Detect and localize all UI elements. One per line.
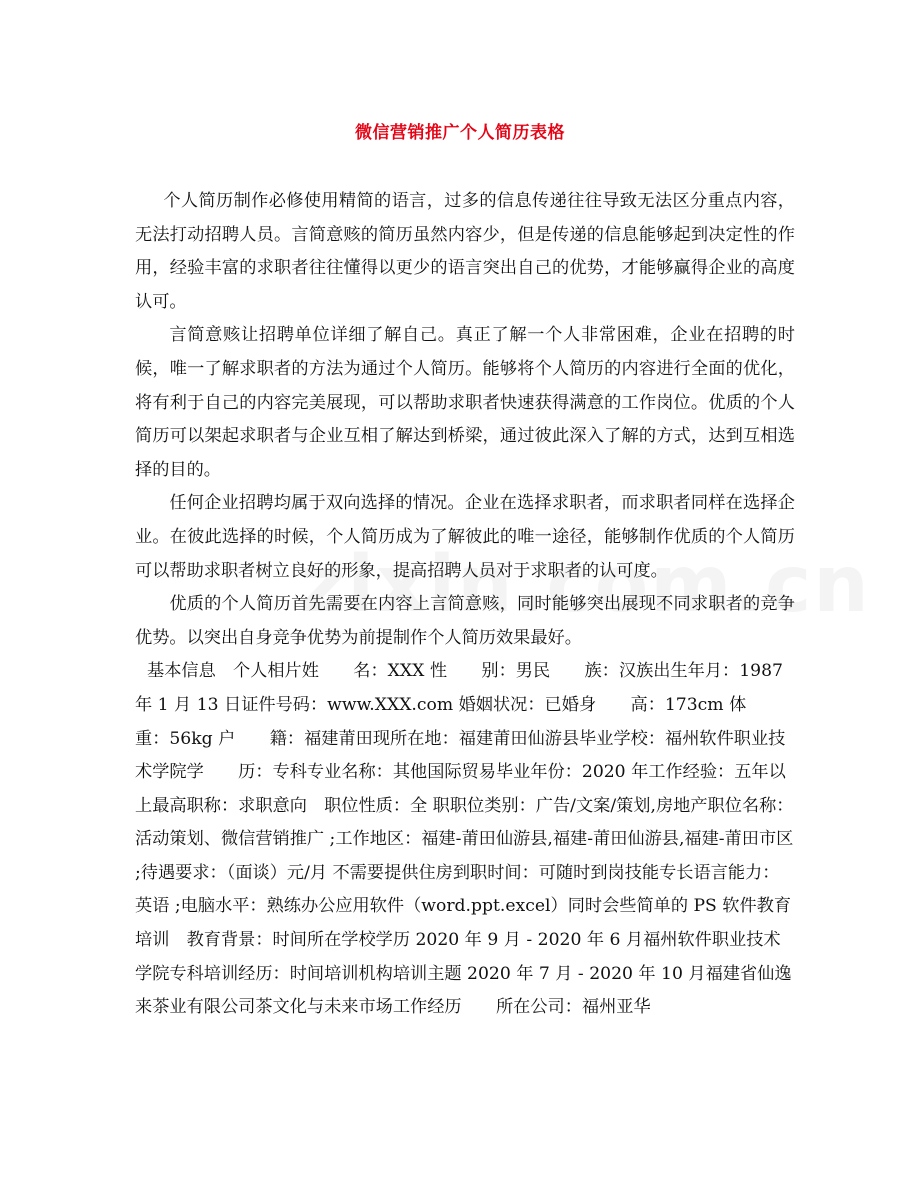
document-body (135, 185, 795, 1025)
paragraph-basic-info: 基本信息 个人相片姓 名：XXX 性 别：男民 族：汉族出生年月：1987 年 1 月 13 日证件号码：www.XXX.com 婚姻状况：已婚身 高：173cm 体 重：56kg 户 籍：福建莆田现所在地：福建莆田仙游县毕业学校：福州软件职业技术学院学 历：专科专业名称：其他国际贸易毕业年份：2020 年工作经验：五年以上最高职称：求职意向 职位性质：全 职职位类别：广告/文案/策划,房地产职位名称：活动策划、微信营销推广 ;工作地区：福建-莆田仙游县,福建-莆田仙游县,福建-莆田市区 ;待遇要求：（面谈）元/月 不需要提供住房到职时间：可随时到岗技能专长语言能力：英语 ;电脑水平：熟练办公应用软件（word.ppt.excel）同时会些简单的 PS 软件教育培训 教育背景：时间所在学校学历 2020 年 9 月 - 2020 年 6 月福州软件职业技术学院专科培训经历：时间培训机构培训主题 2020 年 7 月 - 2020 年 10 月福建省仙逸来茶业有限公司茶文化与未来市场工作经历 所在公司：福州亚华 (135, 661, 794, 1018)
paragraph-two-way-selection: 任何企业招聘均属于双向选择的情况。企业在选择求职者，而求职者同样在选择企业。在彼此选择的时候，个人简历成为了解彼此的唯一途径，能够制作优质的个人简历可以帮助求职者树立良好的形象，提高招聘人员对于求职者的认可度。 (135, 493, 795, 581)
document-title: 微信营销推广个人简历表格 (355, 123, 565, 143)
paragraph-concise: 言简意赅让招聘单位详细了解自己。真正了解一个人非常困难，企业在招聘的时候，唯一了解求职者的方法为通过个人简历。能够将个人简历的内容进行全面的优化，将有利于自己的内容完美展现，可以帮助求职者快速获得满意的工作岗位。优质的个人简历可以架起求职者与企业互相了解达到桥梁，通过彼此深入了解的方式，达到互相选择的目的。 (135, 325, 795, 480)
paragraph-competitive-advantage: 优质的个人简历首先需要在内容上言简意赅，同时能够突出展现不同求职者的竞争优势。以突出自身竞争优势为前提制作个人简历效果最好。 (135, 594, 795, 648)
paragraph-intro: 个人简历制作必修使用精简的语言，过多的信息传递往往导致无法区分重点内容，无法打动招聘人员。言简意赅的简历虽然内容少，但是传递的信息能够起到决定性的作用，经验丰富的求职者往往懂得以更少的语言突出自己的优势，才能够赢得企业的高度认可。 (135, 191, 795, 312)
